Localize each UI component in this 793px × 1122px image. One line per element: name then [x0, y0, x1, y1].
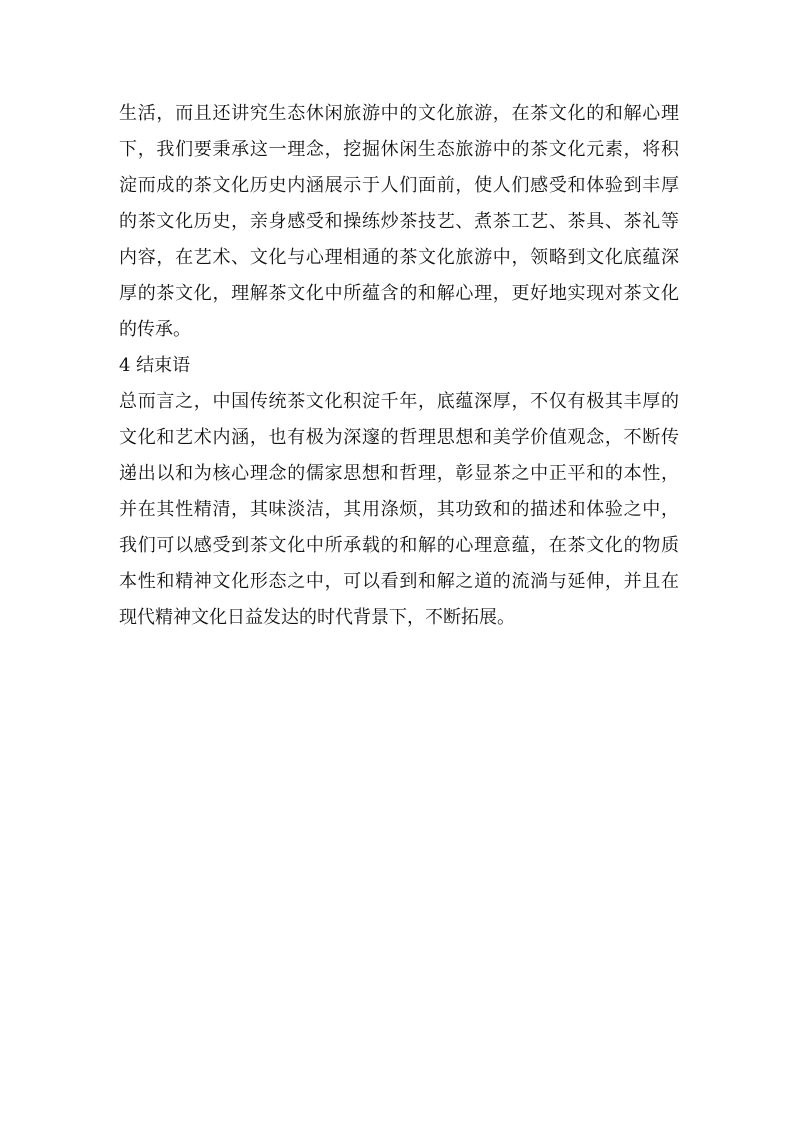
paragraph-line: 总而言之，中国传统茶文化积淀千年，底蕴深厚，不仅有极其丰厚的: [119, 391, 679, 412]
paragraph-line: 的传承。: [119, 319, 191, 340]
paragraph-line: 内容，在艺术、文化与心理相通的茶文化旅游中，领略到文化底蕴深: [119, 247, 679, 268]
body-text: [119, 96, 679, 636]
paragraph-line: 淀而成的茶文化历史内涵展示于人们面前，使人们感受和体验到丰厚: [119, 175, 679, 196]
continued-paragraph: [119, 96, 679, 348]
paragraph-line: 生活，而且还讲究生态休闲旅游中的文化旅游，在茶文化的和解心理: [119, 103, 679, 124]
paragraph-line: 本性和精神文化形态之中，可以看到和解之道的流淌与延伸，并且在: [119, 571, 679, 592]
paragraph-line: 厚的茶文化，理解茶文化中所蕴含的和解心理，更好地实现对茶文化: [119, 283, 679, 304]
paragraph-line: 并在其性精清，其味淡洁，其用涤烦，其功致和的描述和体验之中，: [119, 499, 679, 520]
paragraph-line: 的茶文化历史，亲身感受和操练炒茶技艺、煮茶工艺、茶具、茶礼等: [119, 211, 679, 232]
section-heading: 4 结束语: [119, 355, 191, 376]
paragraph-line: 文化和艺术内涵，也有极为深邃的哲理思想和美学价值观念，不断传: [119, 427, 679, 448]
conclusion-paragraph: [119, 384, 679, 636]
paragraph-line: 现代精神文化日益发达的时代背景下，不断拓展。: [119, 607, 515, 628]
paragraph-line: 递出以和为核心理念的儒家思想和哲理，彰显茶之中正平和的本性，: [119, 463, 679, 484]
paragraph-line: 我们可以感受到茶文化中所承载的和解的心理意蕴，在茶文化的物质: [119, 535, 679, 556]
paragraph-line: 下，我们要秉承这一理念，挖掘休闲生态旅游中的茶文化元素，将积: [119, 139, 679, 160]
